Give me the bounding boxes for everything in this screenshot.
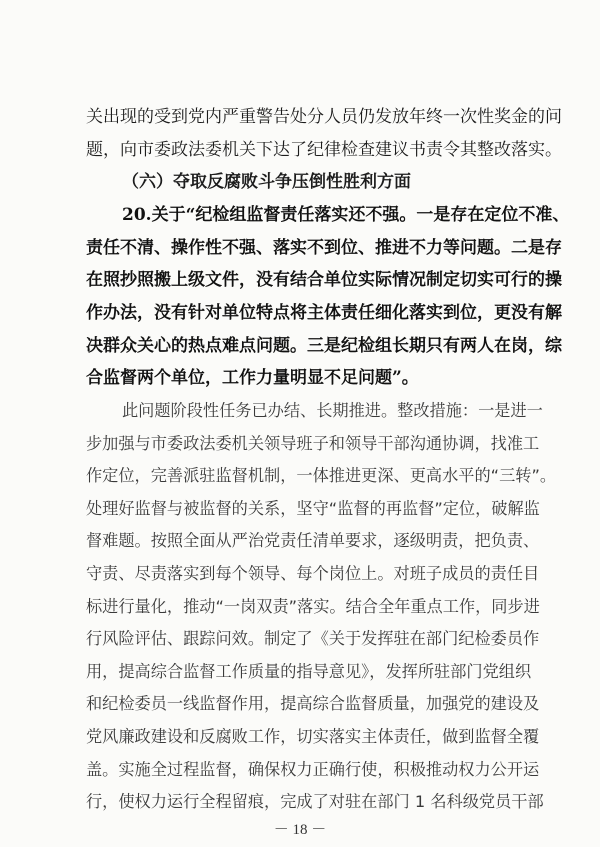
section-heading: （六）夺取反腐败斗争压倒性胜利方面 (122, 172, 411, 192)
text-line: 行，使权力运行全程留痕，完成了对驻在部门 1 名科级党员干部 (86, 792, 544, 811)
text-line: 步加强与市委政法委机关领导班子和领导干部沟通协调，找准工 (86, 434, 540, 453)
text-line: 党风廉政建设和反腐败工作，切实落实主体责任，做到监督全覆 (86, 727, 540, 746)
text-line: 决群众关心的热点难点问题。三是纪检组长期只有两人在岗，综 (86, 336, 562, 356)
text-line: 标进行量化，推动“一岗双责”落实。结合全年重点工作，同步进 (86, 597, 540, 616)
text-line: 用，提高综合监督工作质量的指导意见》，发挥所驻部门党组织 (86, 662, 532, 681)
text-line: 此问题阶段性任务已办结、长期推进。整改措施：一是进一 (122, 401, 543, 420)
text-line: 20.关于“纪检组监督责任落实还不强。一是存在定位不准、 (122, 205, 570, 225)
text-line: 责任不清、操作性不强、落实不到位、推进不力等问题。二是存 (86, 238, 562, 258)
text-line: 题，向市委政法委机关下达了纪律检查建议书责令其整改落实。 (86, 140, 562, 160)
text-line: 守责、尽责落实到每个领导、每个岗位上。对班子成员的责任目 (86, 564, 540, 583)
text-line: 作定位，完善派驻监督机制，一体推进更深、更高水平的“三转”。 (86, 466, 557, 485)
text-line: 合监督两个单位，工作力量明显不足问题”。 (86, 368, 419, 388)
text-line: 处理好监督与被监督的关系，坚守“监督的再监督”定位，破解监 (86, 499, 540, 518)
text-line: 督难题。按照全面从严治党责任清单要求，逐级明责，把负责、 (86, 531, 540, 550)
text-line: 关出现的受到党内严重警告处分人员仍发放年终一次性奖金的问 (86, 107, 562, 127)
text-line: 作办法，没有针对单位特点将主体责任细化落实到位，更没有解 (86, 303, 562, 323)
text-line: 和纪检委员一线监督作用，提高综合监督质量，加强党的建设及 (86, 694, 540, 713)
text-line: 盖。实施全过程监督，确保权力正确行使，积极推动权力公开运 (86, 760, 540, 779)
text-line: 行风险评估、跟踪问效。制定了《关于发挥驻在部门纪检委员作 (86, 629, 540, 648)
page-number: － 18 － (273, 822, 327, 838)
text-line: 在照抄照搬上级文件，没有结合单位实际情况制定切实可行的操 (86, 270, 562, 290)
